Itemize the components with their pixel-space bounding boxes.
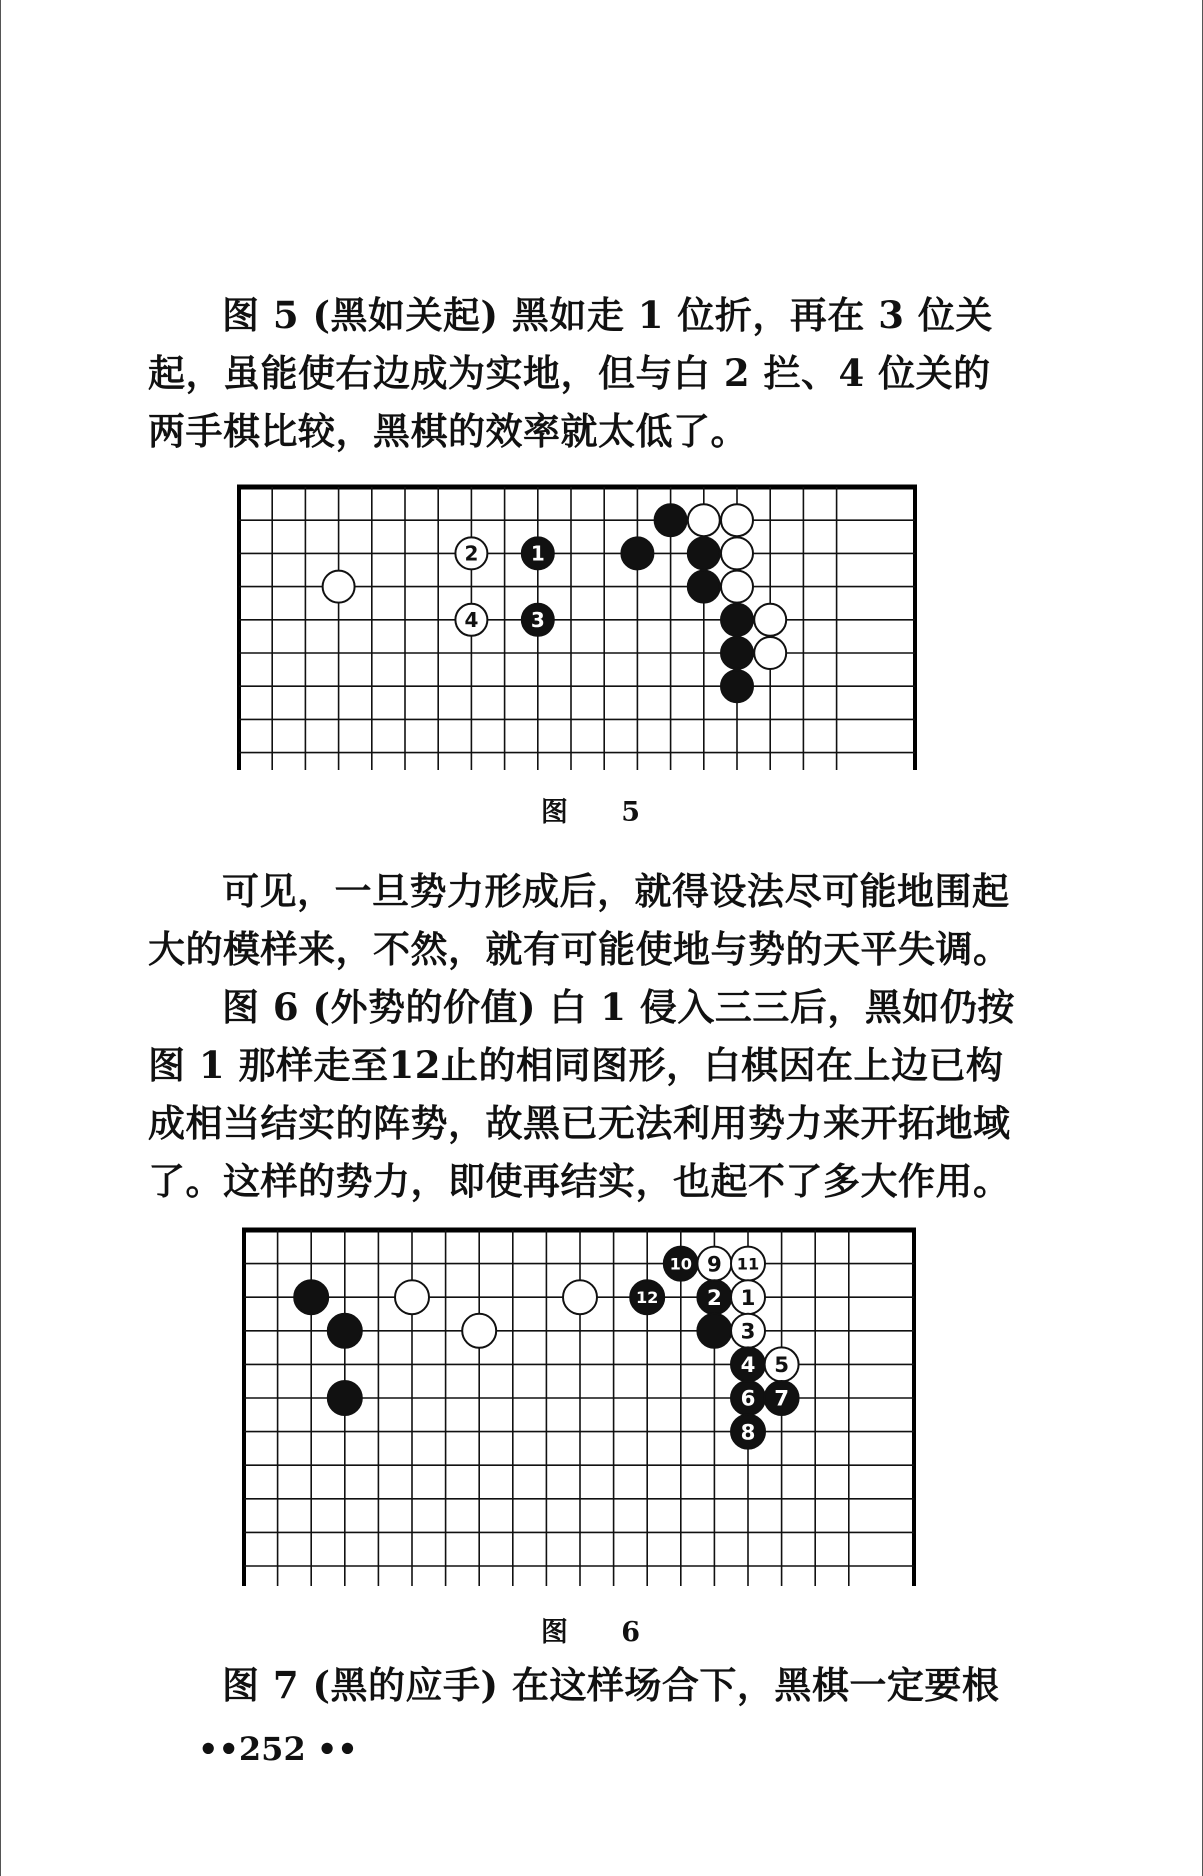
stone-move-number: 8 bbox=[740, 1420, 756, 1446]
stone-move-number: 11 bbox=[736, 1254, 760, 1274]
stone-move-number: 2 bbox=[464, 541, 479, 566]
paragraph-conclusion: 可见，一旦势力形成后，就得设法尽可能地围起大的模样来，不然，就有可能使地与势的天平失调。 bbox=[148, 869, 1011, 971]
go-board-fig5 bbox=[236, 481, 936, 773]
stone-move-number: 5 bbox=[774, 1353, 789, 1379]
stone-move-number: 3 bbox=[530, 608, 545, 632]
go-board-fig6 bbox=[240, 1224, 920, 1589]
black-stone bbox=[688, 571, 720, 603]
white-stone bbox=[395, 1280, 429, 1314]
black-stone bbox=[721, 604, 753, 636]
black-stone bbox=[655, 504, 687, 536]
stone-move-number: 4 bbox=[740, 1353, 756, 1379]
caption-fig5: 图 5 bbox=[540, 797, 663, 828]
white-stone bbox=[462, 1314, 496, 1348]
stone-move-number: 6 bbox=[740, 1386, 756, 1412]
white-stone bbox=[721, 504, 753, 536]
stone-move-number: 9 bbox=[707, 1252, 722, 1278]
stone-move-number: 7 bbox=[774, 1386, 789, 1412]
black-stone bbox=[621, 537, 653, 569]
stone-move-number: 1 bbox=[740, 1285, 756, 1311]
stone-move-number: 10 bbox=[669, 1254, 693, 1274]
caption-fig6: 图 6 bbox=[540, 1617, 663, 1648]
black-stone bbox=[721, 670, 753, 702]
white-stone bbox=[688, 504, 720, 536]
white-stone bbox=[323, 571, 355, 603]
stone-move-number: 4 bbox=[464, 608, 479, 632]
black-stone bbox=[721, 637, 753, 669]
white-stone bbox=[721, 537, 753, 569]
paragraph-fig5-description: 图 5 (黑如关起) 黑如走 1 位折，再在 3 位关起，虽能使右边成为实地，但与白 2 拦、4 位关的两手棋比较，黑棋的效率就太低了。 bbox=[148, 293, 993, 453]
black-stone bbox=[688, 537, 720, 569]
white-stone bbox=[563, 1280, 597, 1314]
stone-move-number: 12 bbox=[635, 1288, 659, 1308]
stone-move-number: 1 bbox=[530, 541, 545, 566]
black-stone bbox=[328, 1381, 362, 1415]
white-stone bbox=[721, 571, 753, 603]
stone-move-number: 2 bbox=[707, 1285, 722, 1311]
white-stone bbox=[754, 637, 786, 669]
stone-move-number: 3 bbox=[740, 1319, 756, 1345]
page-number: ••252 •• bbox=[198, 1730, 358, 1768]
paragraph-fig6-description: 图 6 (外势的价值) 白 1 侵入三三后，黑如仍按图 1 那样走至12止的相同图形，白棋因在上边已构成相当结实的阵势，故黑已无法利用势力来开拓地域了。这样的势力，即使再结实，也起不了多大作用。 bbox=[148, 985, 1015, 1203]
black-stone bbox=[697, 1314, 731, 1348]
white-stone bbox=[754, 604, 786, 636]
black-stone bbox=[328, 1314, 362, 1348]
black-stone bbox=[294, 1280, 328, 1314]
paragraph-fig7-description: 图 7 (黑的应手) 在这样场合下，黑棋一定要根 bbox=[222, 1663, 1000, 1707]
